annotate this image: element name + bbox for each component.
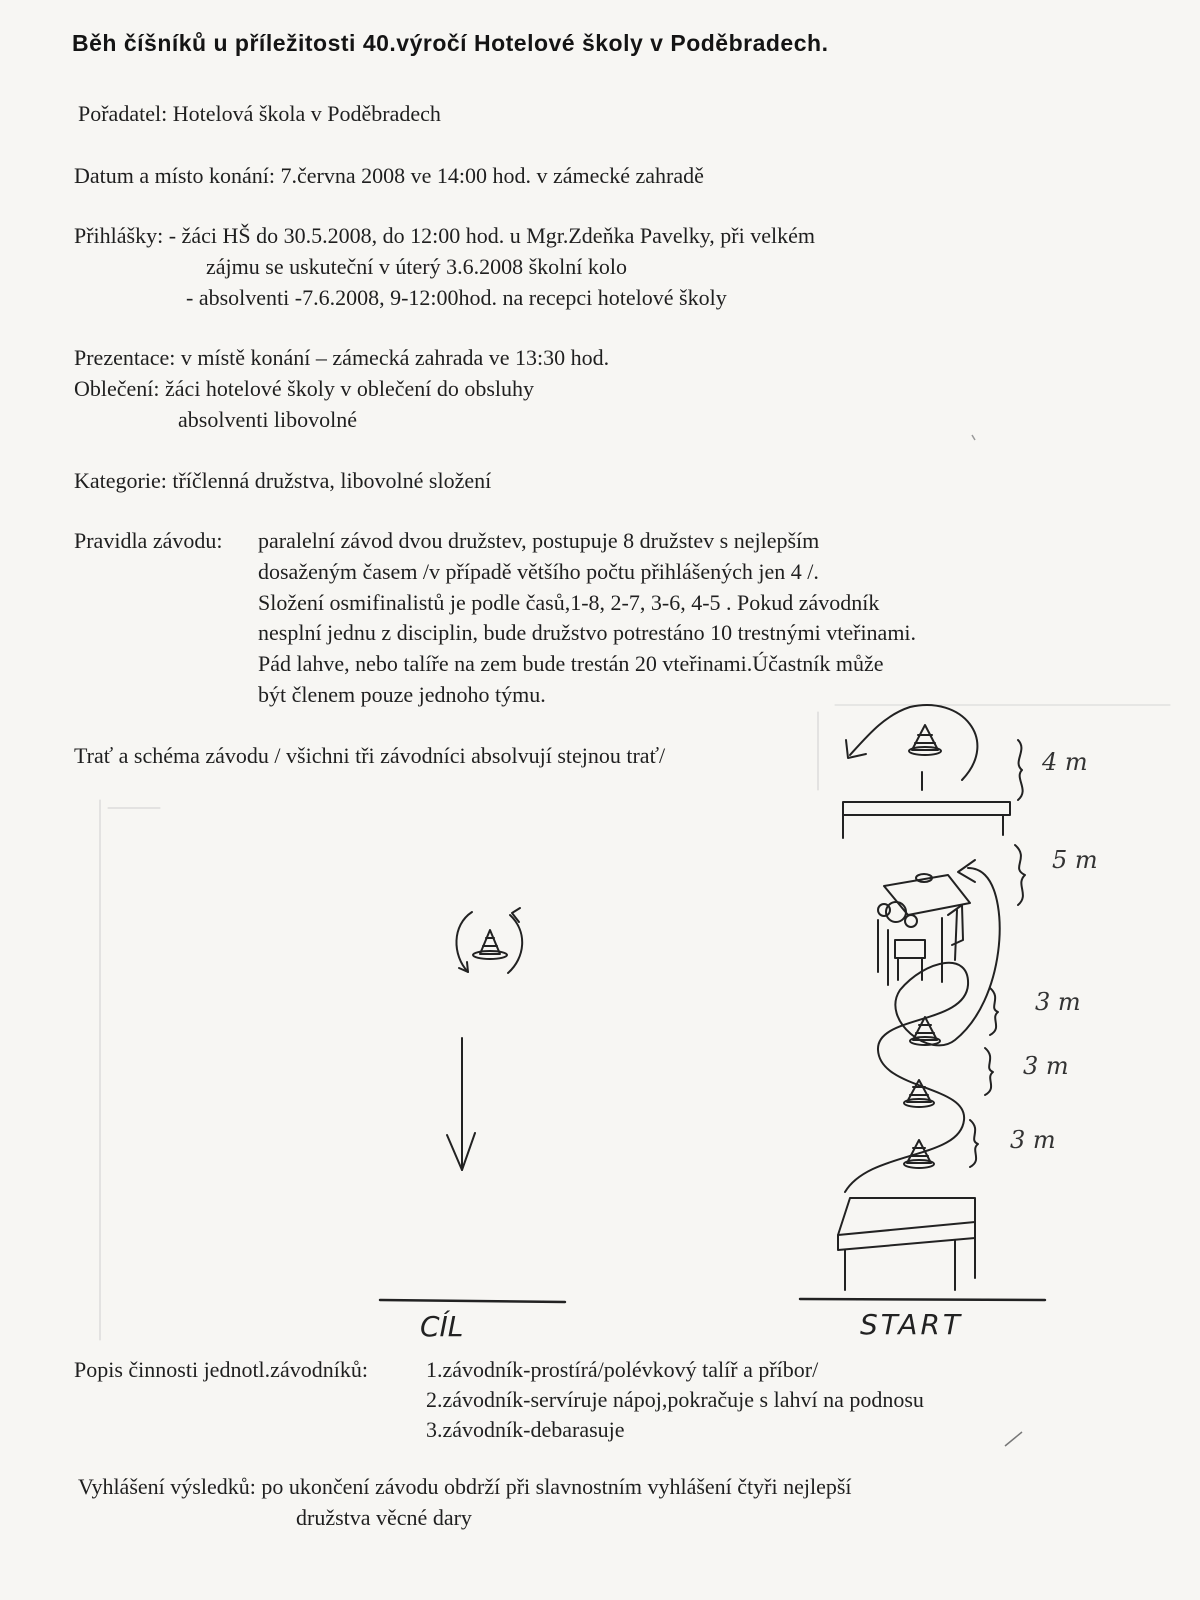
track-heading: Trať a schéma závodu / všichni tři závodníci absolvují stejnou trať/ xyxy=(74,743,666,768)
date-place-line: Datum a místo konání: 7.června 2008 ve 14:00 hod. v zámecké zahradě xyxy=(74,163,704,188)
distance-brace xyxy=(990,988,998,1035)
organizer-line: Pořadatel: Hotelová škola v Poděbradech xyxy=(78,101,441,126)
applications-line-3: - absolventi -7.6.2008, 9-12:00hod. na recepci hotelové školy xyxy=(186,285,727,310)
serving-table-icon xyxy=(843,802,1010,838)
rules-line: dosaženým časem /v případě většího počtu přihlášených jen 4 /. xyxy=(258,559,819,584)
category-line: Kategorie: tříčlenná družstva, libovolné složení xyxy=(74,468,492,493)
results-line-1: Vyhlášení výsledků: po ukončení závodu obdrží při slavnostním vyhlášení čtyři nejlepší xyxy=(78,1474,852,1499)
document-title: Běh číšníků u příležitosti 40.výročí Hotelové školy v Poděbradech. xyxy=(72,30,829,56)
distance-brace xyxy=(985,1048,993,1095)
finish-label: CÍL xyxy=(420,1310,464,1343)
rotation-arrows-icon xyxy=(456,908,522,973)
distance-label: 3 m xyxy=(1010,1126,1056,1154)
rules-line: Pád lahve, nebo talíře na zem bude trestán 20 vteřinami.Účastník může xyxy=(258,651,884,676)
activities-label: Popis činnosti jednotl.závodníků: xyxy=(74,1357,368,1382)
rules-label: Pravidla závodu: xyxy=(74,528,223,553)
distance-label: 5 m xyxy=(1052,846,1098,874)
distance-label: 3 m xyxy=(1035,988,1081,1016)
top-turn-arrow-icon xyxy=(846,705,977,780)
clothing-line-1: Oblečení: žáci hotelové školy v oblečení do obsluhy xyxy=(74,376,535,401)
top-cone-icon xyxy=(909,725,941,790)
activity-item: 1.závodník-prostírá/polévkový talíř a příbor/ xyxy=(426,1357,819,1382)
slalom-cone-icon xyxy=(904,1080,934,1107)
distance-label: 4 m xyxy=(1042,748,1088,776)
activity-item: 3.závodník-debarasuje xyxy=(426,1417,625,1442)
distance-label: 3 m xyxy=(1023,1052,1069,1080)
applications-line-1: Přihlášky: - žáci HŠ do 30.5.2008, do 12:00 hod. u Mgr.Zdeňka Pavelky, při velkém xyxy=(74,223,815,248)
distance-brace xyxy=(970,1120,978,1167)
activity-item: 2.závodník-servíruje nápoj,pokračuje s lahví na podnosu xyxy=(426,1387,924,1412)
distance-brace xyxy=(1018,740,1023,800)
start-label: START xyxy=(860,1308,964,1341)
rules-line: nesplní jednu z disciplin, bude družstvo potrestáno 10 trestnými vteřinami. xyxy=(258,620,917,645)
turn-around-cone-icon xyxy=(473,930,507,959)
return-arrow-icon xyxy=(447,1038,475,1170)
finish-line xyxy=(380,1300,565,1302)
distance-brace xyxy=(1015,845,1025,905)
dining-table-icon xyxy=(878,874,970,985)
start-table-icon xyxy=(838,1198,975,1290)
applications-line-2: zájmu se uskuteční v úterý 3.6.2008 školní kolo xyxy=(206,254,627,279)
rules-line: být členem pouze jednoho týmu. xyxy=(258,682,546,707)
start-line xyxy=(800,1299,1045,1300)
presentation-line: Prezentace: v místě konání – zámecká zahrada ve 13:30 hod. xyxy=(74,345,610,370)
results-line-2: družstva věcné dary xyxy=(296,1505,472,1530)
rules-line: paralelní závod dvou družstev, postupuje 8 družstev s nejlepším xyxy=(258,528,820,553)
clothing-line-2: absolventi libovolné xyxy=(178,407,358,432)
rules-line: Složení osmifinalistů je podle časů,1-8, 2-7, 3-6, 4-5 . Pokud závodník xyxy=(258,590,880,615)
